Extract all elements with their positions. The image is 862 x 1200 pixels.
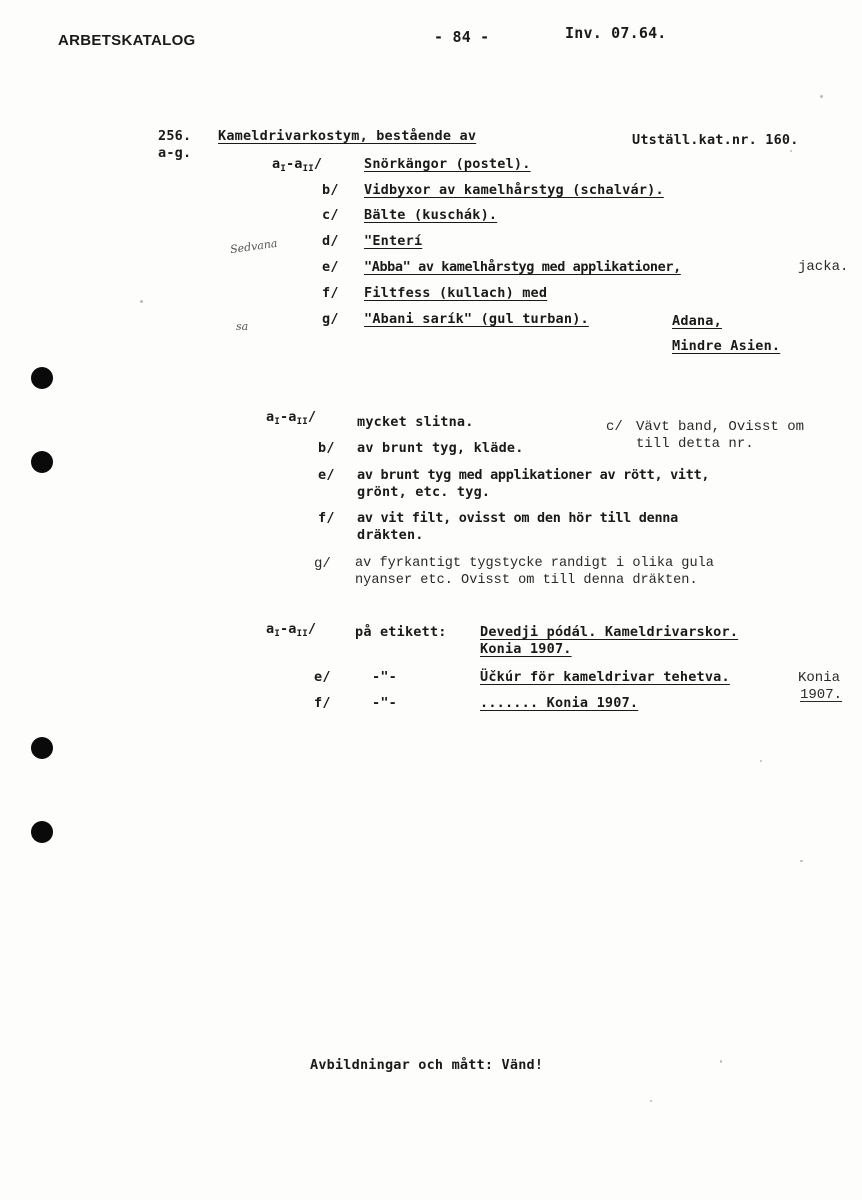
item-text-g: "Abani sarík" (gul turban).	[364, 311, 589, 327]
note-text-g-line2: nyanser etc. Ovisst om till denna dräkten.	[355, 573, 698, 588]
inventory-number: Inv. 07.64.	[565, 24, 667, 42]
label-ditto-e: -"-	[372, 669, 397, 685]
scan-speck	[790, 150, 792, 152]
note-text-c-line1: Vävt band, Ovisst om	[636, 419, 805, 435]
label-text-a-line1: Devedji pódál. Kameldrivarskor.	[480, 624, 739, 640]
catalog-header: ARBETSKATALOG	[58, 32, 196, 49]
note-text-b: av brunt tyg, kläde.	[357, 440, 524, 456]
scan-speck	[140, 300, 143, 303]
label-text-a-line2: Konia 1907.	[480, 641, 572, 657]
margin-note: Sedvana	[229, 236, 279, 257]
note-label-e: e/	[318, 467, 335, 483]
item-text-e-tail: jacka.	[798, 259, 849, 275]
item-text-e: "Abba" av kamelhårstyg med applikationer,	[364, 259, 681, 275]
note-text-e-line2: grönt, etc. tyg.	[357, 484, 491, 500]
scan-speck	[800, 860, 803, 862]
item-text-f: Filtfess (kullach) med	[364, 285, 548, 301]
item-label-c: c/	[322, 207, 339, 223]
note-label-g: g/	[314, 556, 331, 572]
entry-title: Kameldrivarkostym, bestående av	[218, 128, 477, 144]
note-text-a: mycket slitna.	[357, 414, 474, 430]
note-text-f-line2: dräkten.	[357, 527, 424, 543]
footer-note: Avbildningar och mått: Vänd!	[310, 1057, 544, 1073]
label-text-f: ....... Konia 1907.	[480, 695, 639, 711]
note-label-f: f/	[318, 510, 335, 526]
scan-speck	[720, 1060, 722, 1063]
label-intro: på etikett:	[355, 624, 447, 640]
scan-speck	[820, 95, 823, 98]
item-text-a: Snörkängor (postel).	[364, 156, 531, 172]
scan-speck	[650, 1100, 652, 1102]
punch-hole	[31, 821, 53, 843]
place-line-1: Adana,	[672, 313, 722, 329]
label-label-f: f/	[314, 695, 331, 711]
page-number: - 84 -	[434, 28, 490, 46]
entry-number: 256.	[158, 128, 192, 144]
item-label-e: e/	[322, 259, 339, 275]
punch-hole	[31, 737, 53, 759]
item-label-b: b/	[322, 182, 339, 198]
item-label-g: g/	[322, 311, 339, 327]
item-label-a: $a_I-a_{II}/$	[272, 156, 323, 174]
place-line-2: Mindre Asien.	[672, 338, 781, 354]
exhibition-catalog-number: Utställ.kat.nr. 160.	[632, 132, 799, 148]
note-label-c: c/	[606, 419, 623, 435]
note-label-b: b/	[318, 440, 335, 456]
entry-range: a-g.	[158, 145, 192, 161]
note-label-a: $a_I-a_{II}/$	[266, 409, 317, 427]
punch-hole	[31, 451, 53, 473]
note-text-g-line1: av fyrkantigt tygstycke randigt i olika gula	[355, 556, 714, 571]
scan-speck	[760, 760, 762, 762]
label-text-e: Üčkúr för kameldrivar tehetva.	[480, 669, 730, 685]
item-label-f: f/	[322, 285, 339, 301]
item-text-c: Bälte (kuschák).	[364, 207, 498, 223]
note-text-c-line2: till detta nr.	[636, 436, 754, 452]
label-text-e-tail-2: 1907.	[800, 687, 843, 703]
note-text-f-line1: av vit filt, ovisst om den hör till denna	[357, 510, 678, 526]
label-label-e: e/	[314, 669, 331, 685]
punch-hole	[31, 367, 53, 389]
item-text-d: "Enterí	[364, 233, 423, 249]
margin-note: sa	[236, 320, 249, 333]
label-ditto-f: -"-	[372, 695, 397, 711]
label-label-a: $a_I-a_{II}/$	[266, 621, 317, 639]
note-text-e-line1: av brunt tyg med applikationer av rött, vitt,	[357, 467, 710, 483]
label-text-e-tail-1: Konia	[798, 670, 841, 686]
item-label-d: d/	[322, 233, 339, 249]
item-text-b: Vidbyxor av kamelhårstyg (schalvár).	[364, 182, 664, 198]
